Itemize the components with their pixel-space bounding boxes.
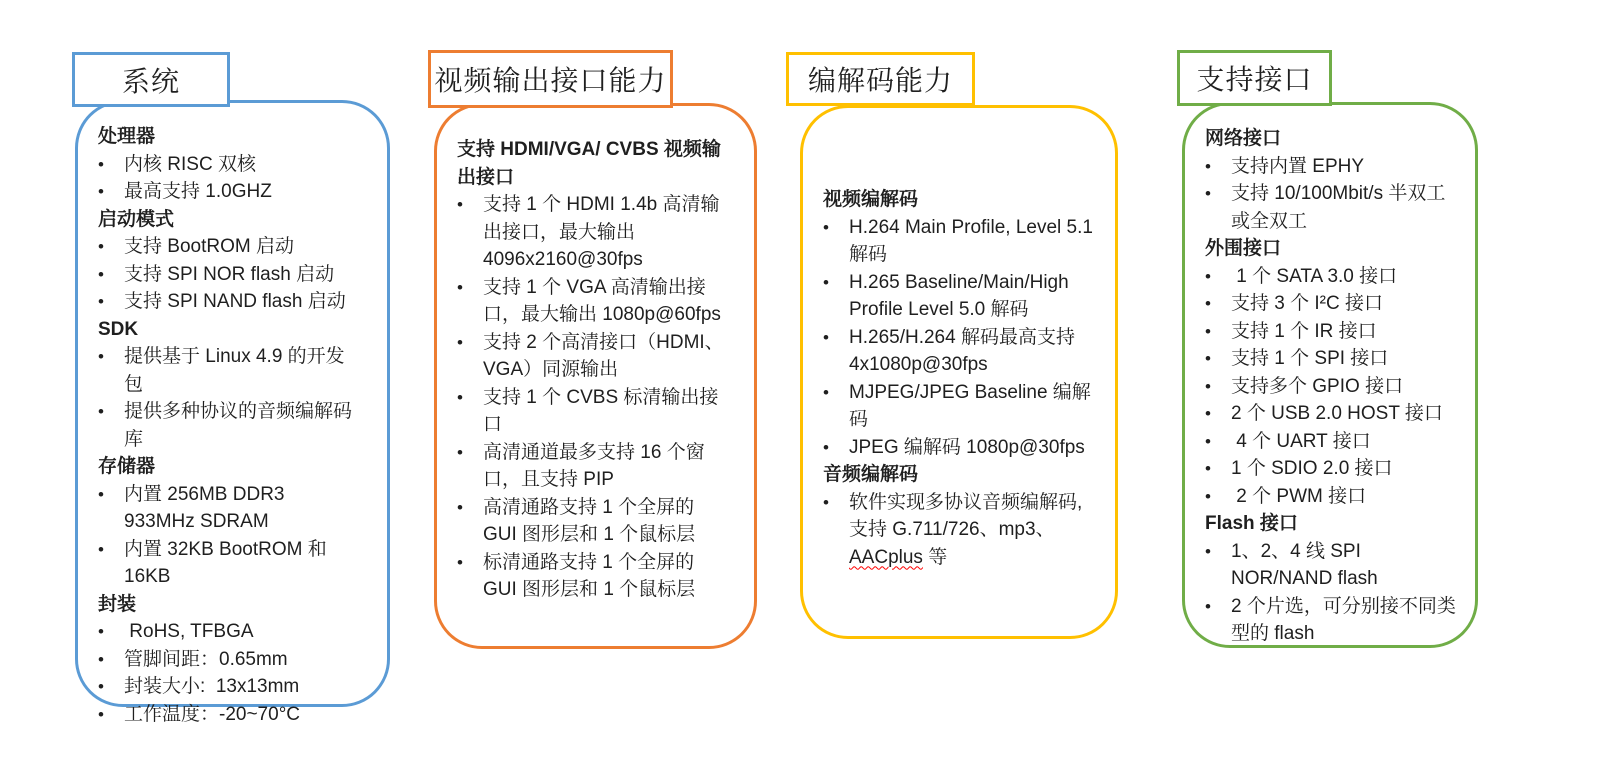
spec-text: 2 个片选，可分别接不同类型的 flash	[1231, 595, 1456, 644]
bullet-icon: •	[1205, 321, 1211, 341]
bullet-icon: •	[823, 437, 829, 457]
panel-codec	[786, 52, 1118, 639]
panel-codec-title: 编解码能力	[807, 65, 953, 96]
section-heading: 支持 HDMI/VGA/ CVBS 视频输出接口	[457, 139, 721, 188]
panel-system-content	[78, 103, 387, 728]
spec-item	[98, 646, 353, 674]
spec-text: 1 个 SATA 3.0 接口	[1231, 265, 1398, 287]
spec-text: 内置 32KB BootROM 和 16KB	[124, 538, 333, 587]
section-heading: 外围接口	[1205, 238, 1282, 259]
spec-item	[823, 379, 1099, 434]
spec-item	[1205, 400, 1463, 428]
spellcheck-underlined-word: AACplus	[849, 546, 923, 568]
spec-item	[823, 269, 1099, 324]
spec-item	[457, 494, 726, 549]
spec-text: RoHS, TFBGA	[124, 621, 254, 642]
spec-text: MJPEG/JPEG Baseline 编解码	[849, 381, 1091, 430]
spec-text: 工作温度：-20~70°C	[124, 703, 301, 725]
panel-video-output-body	[434, 103, 757, 649]
bullet-icon: •	[1205, 294, 1211, 313]
panel-interfaces	[1177, 50, 1478, 648]
bullet-icon: •	[98, 292, 104, 311]
spec-item	[457, 439, 726, 494]
bullet-icon: •	[1205, 376, 1211, 396]
section-heading: SDK	[98, 318, 139, 340]
section-heading: 启动模式	[98, 208, 175, 230]
spec-item	[1205, 153, 1463, 181]
spec-item	[823, 214, 1099, 269]
bullet-icon: •	[1205, 486, 1211, 506]
bullet-icon: •	[457, 442, 463, 462]
spec-text: 2 个 PWM 接口	[1231, 485, 1367, 507]
panel-system-title-tab	[72, 52, 230, 107]
bullet-icon: •	[1205, 404, 1211, 423]
spec-item	[98, 261, 353, 289]
spec-item	[1205, 373, 1463, 401]
spec-text: 封装大小: 13x13mm	[124, 676, 300, 697]
spec-item	[98, 701, 353, 729]
bullet-icon: •	[1205, 541, 1211, 561]
spec-item	[98, 673, 353, 701]
bullet-icon: •	[98, 182, 104, 201]
panel-interfaces-title-tab	[1177, 50, 1332, 106]
bullet-icon: •	[98, 264, 104, 284]
bullet-icon: •	[98, 539, 104, 559]
panel-video-output-title-tab	[428, 50, 673, 108]
bullet-icon: •	[1205, 431, 1211, 451]
bullet-icon: •	[98, 237, 104, 256]
spec-text: 内置 256MB DDR3 933MHz SDRAM	[124, 483, 290, 532]
bullet-icon: •	[98, 347, 104, 366]
panel-system	[72, 52, 390, 725]
spec-text: 支持 1 个 IR 接口	[1231, 320, 1377, 342]
bullet-icon: •	[1205, 184, 1211, 203]
spec-text: 高清通路支持 1 个全屏的 GUI 图形层和 1 个鼠标层	[483, 496, 700, 545]
spec-text: 2 个 USB 2.0 HOST 接口	[1231, 403, 1443, 424]
spec-text: 支持 1 个 SPI 接口	[1231, 348, 1389, 369]
spec-item	[98, 398, 353, 453]
spec-item	[1205, 180, 1463, 235]
section-heading: 视频编解码	[823, 189, 919, 210]
bullet-icon: •	[823, 327, 829, 347]
spec-item	[98, 536, 353, 591]
spec-text: 支持 SPI NAND flash 启动	[124, 291, 346, 312]
spec-text: 4 个 UART 接口	[1231, 430, 1371, 452]
bullet-icon: •	[457, 552, 463, 572]
panel-video-output-content	[437, 106, 754, 604]
bullet-icon: •	[98, 484, 104, 504]
bullet-icon: •	[457, 497, 463, 517]
spec-text: 支持 1 个 HDMI 1.4b 高清输出接口，最大输出 4096x2160@30fps	[483, 194, 720, 270]
spec-item	[457, 274, 726, 329]
spec-text: 1 个 SDIO 2.0 接口	[1231, 458, 1393, 479]
panel-interfaces-title: 支持接口	[1196, 64, 1313, 95]
panel-interfaces-body	[1182, 102, 1478, 648]
panel-codec-body	[800, 105, 1118, 639]
panel-system-body	[75, 100, 390, 725]
spec-item	[457, 384, 726, 439]
spec-item	[1205, 318, 1463, 346]
spec-item	[1205, 538, 1463, 593]
spec-text: JPEG 编解码 1080p@30fps	[849, 436, 1085, 458]
spec-text: 支持 10/100Mbit/s 半双工或全双工	[1231, 183, 1446, 232]
spec-item	[1205, 428, 1463, 456]
spec-item	[1205, 483, 1463, 511]
panel-system-title: 系统	[121, 65, 180, 97]
spec-item	[1205, 455, 1463, 483]
spec-text: 提供基于 Linux 4.9 的开发包	[124, 346, 345, 395]
spec-item	[823, 324, 1099, 379]
section-heading: 封装	[98, 593, 137, 615]
panel-video-output-title: 视频输出接口能力	[434, 65, 667, 96]
spec-item	[98, 481, 353, 536]
spec-text: 标清通路支持 1 个全屏的 GUI 图形层和 1 个鼠标层	[483, 551, 700, 600]
spec-item	[98, 343, 353, 398]
spec-text: 支持 BootROM 启动	[124, 236, 294, 257]
spec-text: 支持 2 个高清接口（HDMI、VGA）同源输出	[483, 331, 724, 380]
bullet-icon: •	[823, 217, 829, 237]
spec-text: 内核 RISC 双核	[124, 153, 256, 175]
spec-text: 支持 SPI NOR flash 启动	[124, 263, 335, 285]
spec-item	[457, 549, 726, 604]
spec-text: 最高支持 1.0GHZ	[124, 181, 272, 202]
panel-codec-title-tab	[786, 52, 975, 106]
spec-item	[98, 178, 353, 206]
spec-item	[1205, 345, 1463, 373]
spec-item	[457, 191, 726, 274]
section-heading: 音频编解码	[823, 464, 919, 485]
spec-text: H.264 Main Profile, Level 5.1 解码	[849, 216, 1099, 265]
bullet-icon: •	[1205, 156, 1211, 176]
spec-item	[457, 329, 726, 384]
bullet-icon: •	[98, 677, 104, 696]
spec-item	[823, 434, 1099, 462]
spec-item	[1205, 263, 1463, 291]
bullet-icon: •	[457, 387, 463, 407]
spec-item	[1205, 593, 1463, 648]
bullet-icon: •	[98, 402, 104, 421]
bullet-icon: •	[1205, 349, 1211, 368]
bullet-icon: •	[98, 649, 104, 669]
section-heading: 处理器	[98, 126, 156, 147]
bullet-icon: •	[457, 277, 463, 297]
panel-interfaces-content	[1185, 105, 1475, 648]
spec-text: 支持内置 EPHY	[1231, 155, 1365, 177]
section-heading: Flash 接口	[1205, 513, 1298, 534]
bullet-icon: •	[1205, 266, 1211, 286]
panel-video-output	[428, 50, 757, 649]
bullet-icon: •	[1205, 459, 1211, 478]
spec-text: H.265 Baseline/Main/High Profile Level 5.0 解码	[849, 271, 1074, 320]
bullet-icon: •	[457, 195, 463, 214]
spec-text: 支持 1 个 CVBS 标清输出接口	[483, 386, 719, 435]
spec-item	[823, 489, 1099, 572]
spec-item	[98, 233, 353, 261]
bullet-icon: •	[1205, 596, 1211, 616]
section-heading: 存储器	[98, 456, 156, 477]
bullet-icon: •	[98, 704, 104, 724]
spec-text: 软件实现多协议音频编解码, 支持 G.711/726、mp3、AACplus 等	[849, 491, 1088, 568]
panel-codec-content	[803, 108, 1115, 571]
section-heading: 网络接口	[1205, 128, 1282, 149]
bullet-icon: •	[98, 154, 104, 174]
spec-text: 提供多种协议的音频编解码库	[124, 401, 353, 450]
bullet-icon: •	[98, 622, 104, 641]
spec-text: 支持 1 个 VGA 高清输出接口，最大输出 1080p@60fps	[483, 276, 721, 325]
spec-item	[98, 288, 353, 316]
spec-text: H.265/H.264 解码最高支持 4x1080p@30fps	[849, 326, 1081, 375]
spec-text: 高清通道最多支持 16 个窗口，且支持 PIP	[483, 441, 705, 490]
bullet-icon: •	[823, 382, 829, 402]
spec-text: 支持 3 个 I²C 接口	[1231, 293, 1384, 314]
spec-item	[1205, 290, 1463, 318]
spec-item	[98, 151, 353, 179]
spec-text: 1、2、4 线 SPI NOR/NAND flash	[1231, 540, 1378, 589]
spec-text: 支持多个 GPIO 接口	[1231, 375, 1404, 397]
bullet-icon: •	[823, 492, 829, 512]
spec-item	[98, 618, 353, 646]
spec-text: 管脚间距：0.65mm	[124, 648, 288, 670]
bullet-icon: •	[823, 272, 829, 292]
bullet-icon: •	[457, 332, 463, 352]
